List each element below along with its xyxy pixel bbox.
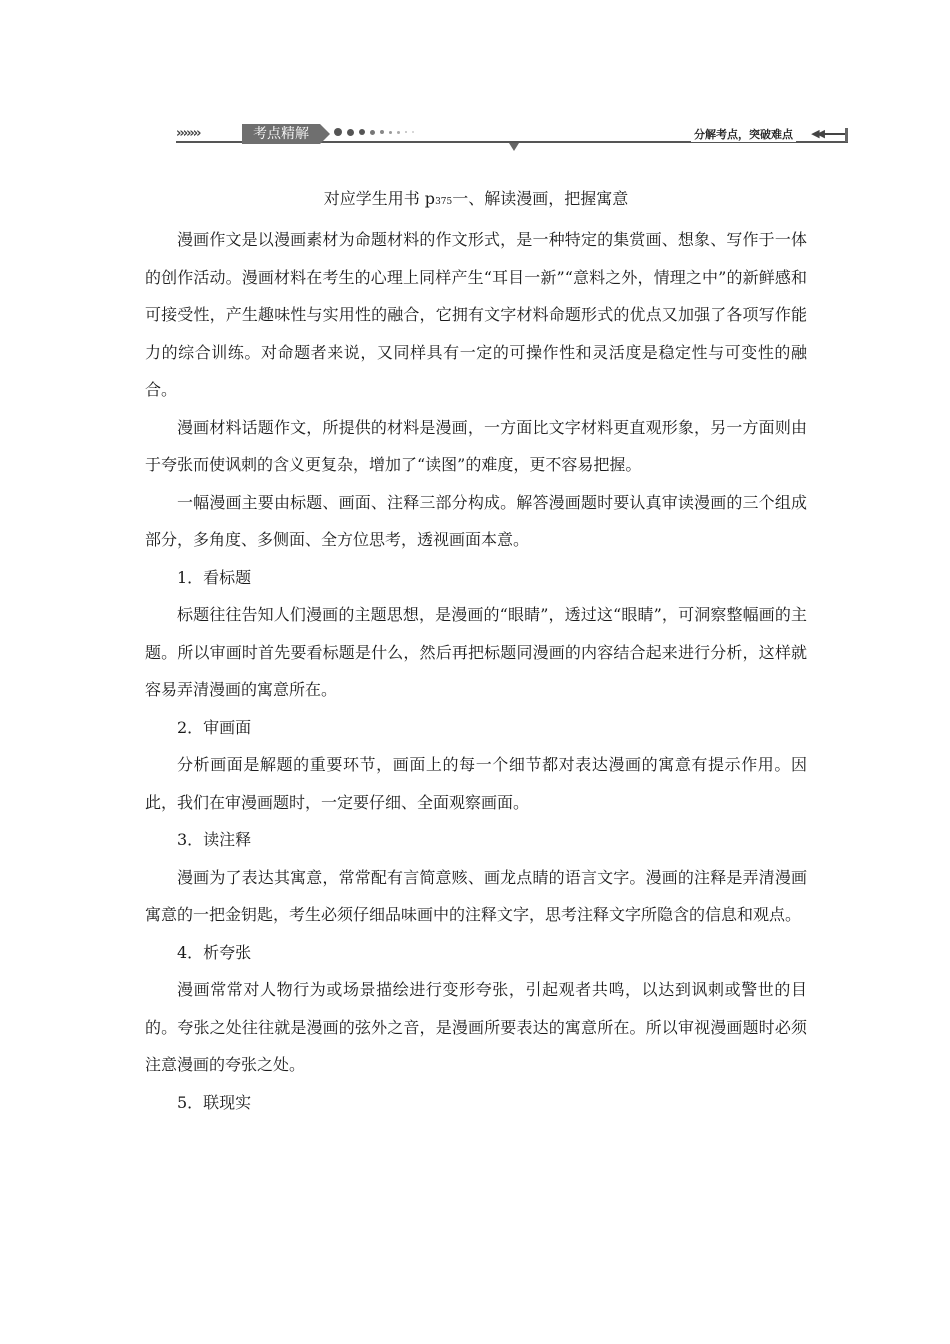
item-heading-5: 5．联现实 bbox=[177, 1092, 252, 1112]
item-text-2: 分析画面是解题的重要环节，画面上的每一个细节都对表达漫画的寓意有提示作用。因此，我们在审漫画题时，一定要仔细、全面观察画面。 bbox=[145, 755, 807, 812]
paragraph-intro-1: 漫画作文是以漫画素材为命题材料的作文形式，是一种特定的集赏画、想象、写作于一体的创作活动。漫画材料在考生的心理上同样产生“耳目一新”“意料之外，情理之中”的新鲜感和可接受性，产生趣味性与实用性的融合，它拥有文字材料命题形式的优点又加强了各项写作能力的综合训练。对命题者来说，又同样具有一定的可操作性和灵活度是稳定性与可变性的融合。 bbox=[145, 230, 807, 399]
section-heading: 一、解读漫画，把握寓意 bbox=[452, 189, 629, 208]
item-heading-4: 4．析夸张 bbox=[177, 942, 252, 962]
banner-tag: 考点精解 bbox=[242, 124, 320, 144]
section-title bbox=[145, 180, 807, 221]
item-heading-2: 2．审画面 bbox=[177, 717, 252, 737]
section-prefix: 对应学生用书 p bbox=[323, 189, 436, 208]
arrow-left-icon: ◀◀ bbox=[811, 127, 822, 140]
page-reference: 375 bbox=[435, 197, 453, 207]
item-text-4: 漫画常常对人物行为或场景描绘进行变形夸张，引起观者共鸣，以达到讽刺或警世的目的。夸张之处往往就是漫画的弦外之音，是漫画所要表达的寓意所在。所以审视漫画题时必须注意漫画的夸张之处。 bbox=[145, 980, 807, 1074]
pointer-down-icon bbox=[509, 143, 519, 151]
chevron-right-icon: ››››››› bbox=[176, 126, 200, 141]
paragraph-intro-3: 一幅漫画主要由标题、画面、注释三部分构成。解答漫画题时要认真审读漫画的三个组成部分，多角度、多侧面、全方位思考，透视画面本意。 bbox=[145, 492, 807, 549]
item-text-3: 漫画为了表达其寓意，常常配有言简意赅、画龙点睛的语言文字。漫画的注释是弄清漫画寓意的一把金钥匙，考生必须仔细品味画中的注释文字，思考注释文字所隐含的信息和观点。 bbox=[145, 867, 807, 924]
tag-arrow-icon bbox=[320, 124, 330, 144]
dots-decoration-icon bbox=[334, 128, 414, 136]
section-banner bbox=[176, 122, 848, 152]
paragraph-intro-2: 漫画材料话题作文，所提供的材料是漫画，一方面比文字材料更直观形象，另一方面则由于夸张而使讽刺的含义更复杂，增加了“读图”的难度，更不容易把握。 bbox=[145, 417, 807, 474]
item-text-1: 标题往往告知人们漫画的主题思想，是漫画的“眼睛”，透过这“眼睛”，可洞察整幅画的主题。所以审画时首先要看标题是什么，然后再把标题同漫画的内容结合起来进行分析，这样就容易弄清漫画的寓意所在。 bbox=[145, 605, 807, 699]
banner-endcap bbox=[845, 128, 848, 142]
item-heading-1: 1．看标题 bbox=[177, 567, 252, 587]
main-content bbox=[145, 180, 807, 1121]
banner-subtitle: 分解考点，突破难点 bbox=[691, 126, 796, 142]
item-heading-3: 3．读注释 bbox=[177, 830, 252, 849]
arrow-line-icon bbox=[824, 133, 846, 135]
